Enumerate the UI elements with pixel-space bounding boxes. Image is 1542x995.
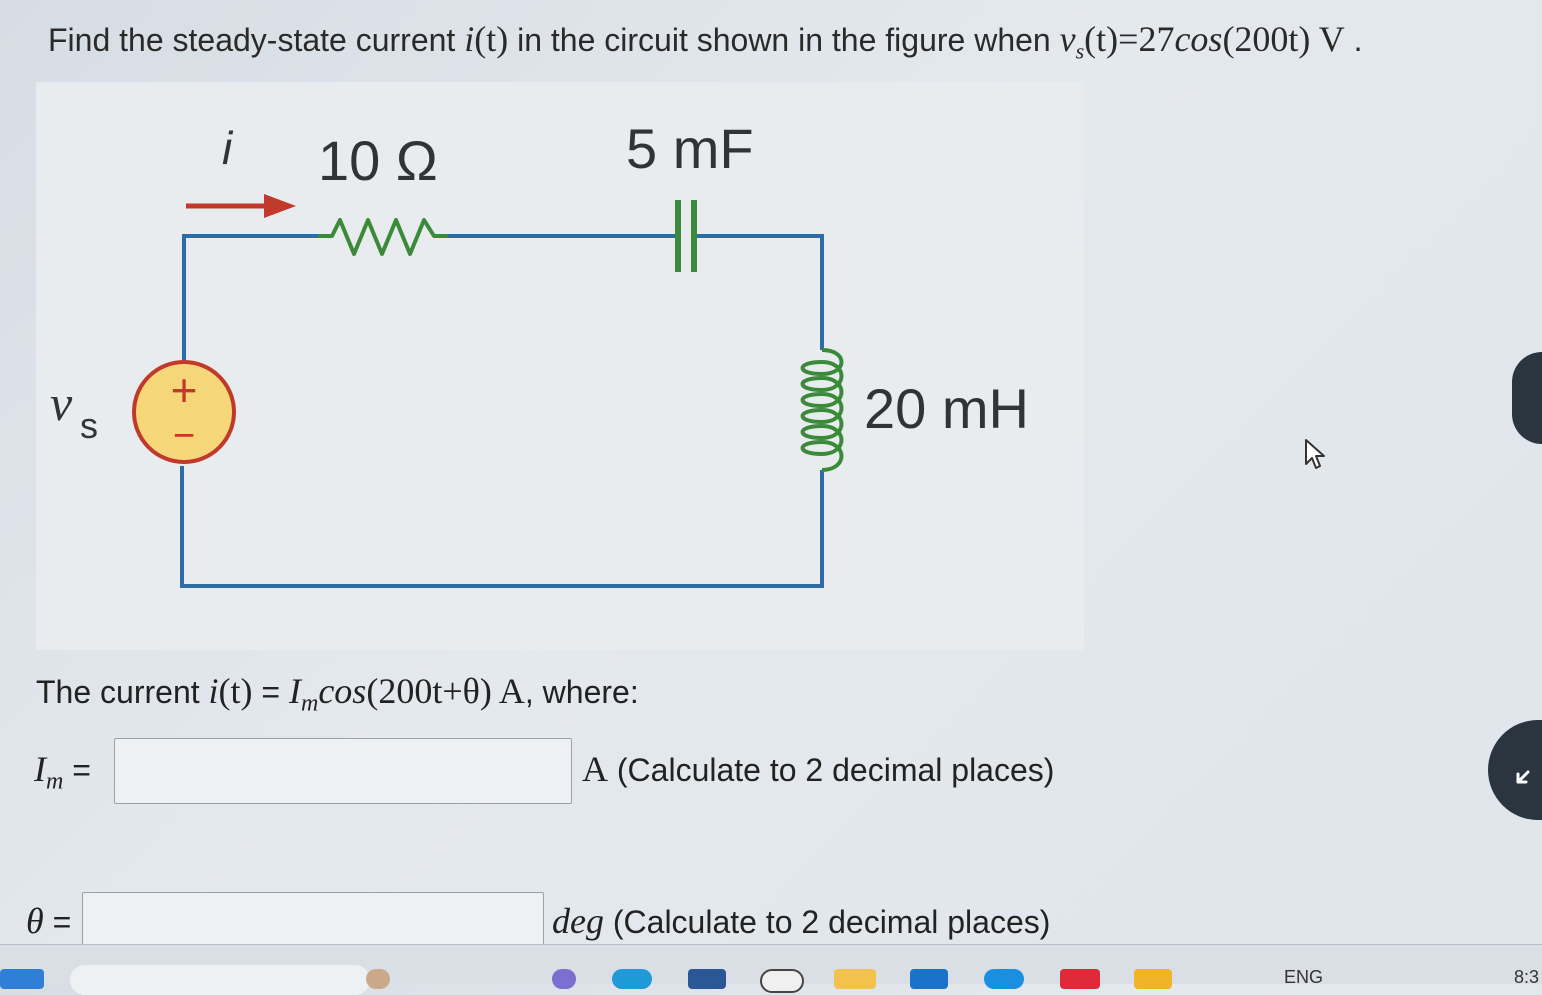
question-vs-expr-a: (t)=27 bbox=[1084, 19, 1175, 59]
question-unit: V bbox=[1310, 19, 1345, 59]
circuit-wire-right bbox=[696, 236, 822, 350]
taskbar-app-icon[interactable] bbox=[984, 969, 1024, 989]
taskbar-edge-icon[interactable] bbox=[612, 969, 652, 989]
current-Im-sub: m bbox=[300, 690, 319, 717]
question-middle: in the circuit shown in the figure when bbox=[508, 22, 1060, 58]
im-label bbox=[34, 748, 91, 795]
circuit-figure bbox=[36, 82, 1084, 650]
question-vs: v bbox=[1059, 19, 1076, 59]
theta-unit-hint bbox=[552, 900, 1050, 942]
voltage-source-label: v bbox=[50, 375, 73, 431]
im-hint: (Calculate to 2 decimal places) bbox=[608, 752, 1055, 788]
taskbar-yellow-app-icon[interactable] bbox=[1134, 969, 1172, 989]
theta-answer-input[interactable] bbox=[82, 892, 544, 948]
current-t: (t) bbox=[218, 671, 253, 711]
theta-unit: deg bbox=[552, 901, 604, 941]
im-label-sub: m bbox=[46, 768, 64, 795]
question-text bbox=[48, 18, 1363, 64]
taskbar-store-icon[interactable] bbox=[688, 969, 726, 989]
current-arg: (200t+θ) bbox=[366, 671, 492, 711]
circuit-diagram bbox=[36, 82, 1084, 650]
taskbar-folder-icon[interactable] bbox=[834, 969, 876, 989]
im-label-eq: = bbox=[63, 752, 91, 788]
question-vs-sub: s bbox=[1075, 38, 1085, 64]
capacitor-label: 5 mF bbox=[626, 117, 754, 180]
im-label-I: I bbox=[34, 749, 46, 789]
theta-label bbox=[26, 900, 71, 942]
current-suffix: , where: bbox=[524, 674, 639, 710]
inductor-label: 20 mH bbox=[864, 377, 1029, 440]
taskbar-clock-icon[interactable] bbox=[760, 969, 804, 993]
resistor-label: 10 Ω bbox=[318, 129, 438, 192]
current-expression bbox=[36, 670, 639, 717]
theta-hint: (Calculate to 2 decimal places) bbox=[603, 904, 1051, 940]
circuit-wire-bottom bbox=[182, 466, 822, 586]
taskbar-search-box[interactable] bbox=[70, 965, 370, 995]
taskbar bbox=[0, 944, 1542, 987]
start-icon[interactable] bbox=[0, 969, 44, 989]
question-end: . bbox=[1344, 22, 1363, 58]
question-vs-cos: cos bbox=[1174, 19, 1223, 59]
side-floating-button-top[interactable] bbox=[1512, 352, 1542, 444]
im-unit-hint bbox=[582, 748, 1054, 790]
current-prefix: The current bbox=[36, 674, 209, 710]
inductor-symbol bbox=[803, 350, 842, 470]
question-var-i: i bbox=[464, 19, 475, 59]
current-eq: = bbox=[252, 674, 289, 710]
voltage-source-minus: − bbox=[172, 415, 196, 457]
im-answer-input[interactable] bbox=[114, 738, 572, 804]
current-label: i bbox=[222, 122, 233, 174]
current-unit: A bbox=[491, 671, 525, 711]
taskbar-teams-icon[interactable] bbox=[552, 969, 576, 989]
im-unit: A bbox=[582, 749, 608, 789]
theta-symbol: θ bbox=[26, 901, 44, 941]
taskbar-clock[interactable]: 8:3 bbox=[1514, 967, 1540, 987]
question-vs-expr-b: (200t) bbox=[1222, 19, 1311, 59]
mouse-cursor-icon bbox=[1304, 438, 1330, 472]
current-cos: cos bbox=[318, 671, 367, 711]
theta-eq: = bbox=[43, 904, 72, 940]
question-var-t: (t) bbox=[474, 19, 509, 59]
resistor-symbol bbox=[318, 220, 448, 254]
taskbar-outlook-icon[interactable] bbox=[910, 969, 948, 989]
language-indicator[interactable]: ENG bbox=[1284, 967, 1324, 987]
taskbar-avatar-icon[interactable] bbox=[366, 969, 390, 989]
voltage-source-plus: + bbox=[170, 364, 198, 416]
side-floating-button-expand[interactable] bbox=[1488, 720, 1542, 820]
current-arrow-head bbox=[264, 194, 296, 218]
question-prefix: Find the steady-state current bbox=[48, 22, 465, 58]
current-i: i bbox=[208, 671, 219, 711]
voltage-source-sub: s bbox=[80, 405, 98, 446]
expand-arrow-icon bbox=[1514, 762, 1538, 786]
current-Im: I bbox=[288, 671, 301, 711]
taskbar-red-app-icon[interactable] bbox=[1060, 969, 1100, 989]
